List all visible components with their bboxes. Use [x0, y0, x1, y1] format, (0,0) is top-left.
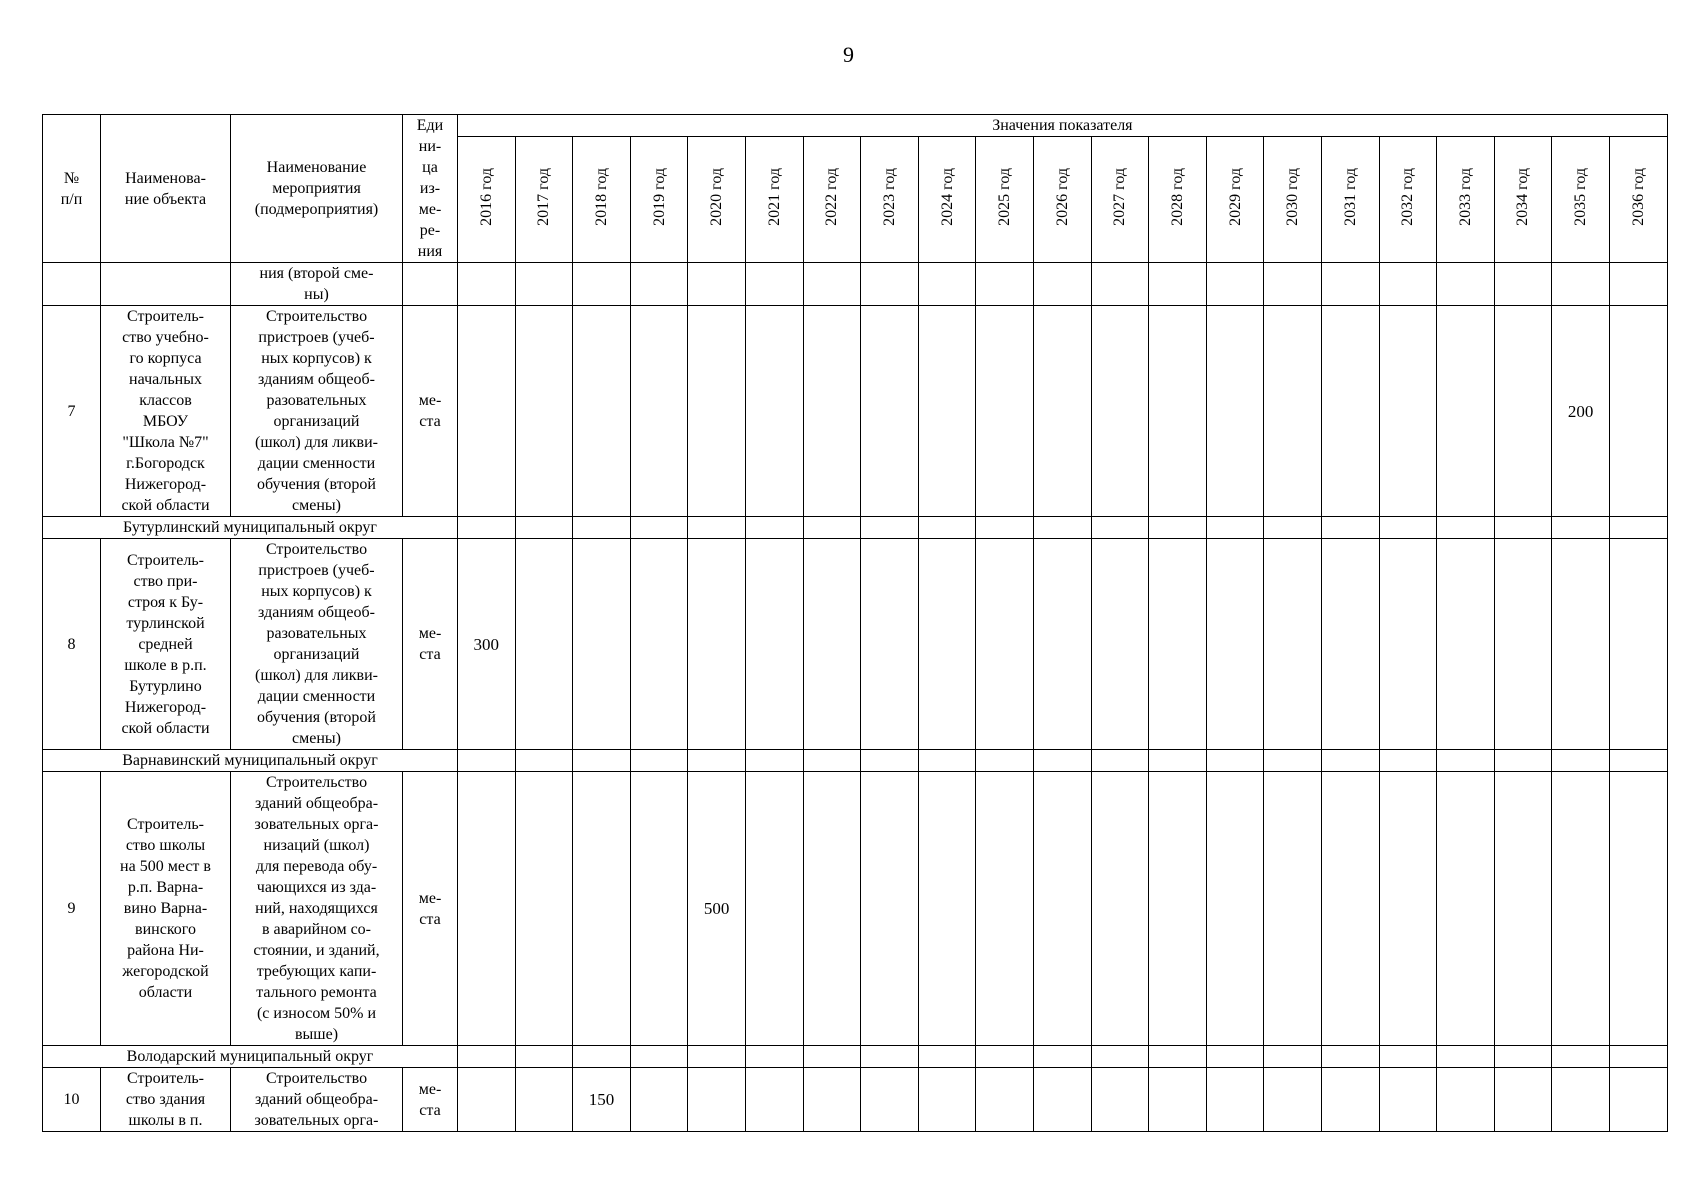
- header-year-7: 2023 год: [861, 137, 919, 263]
- header-values-title: Значения показателя: [458, 115, 1668, 137]
- row-number: 10: [43, 1068, 101, 1132]
- row-number: 9: [43, 772, 101, 1046]
- header-year-2: 2018 год: [573, 137, 631, 263]
- header-year-20: 2036 год: [1609, 137, 1667, 263]
- header-year-11: 2027 год: [1091, 137, 1149, 263]
- section-title: Варнавинский муниципальный округ: [43, 750, 458, 772]
- measure-cell: Строительство зданий общеобра- зовательных орга-: [231, 1068, 403, 1132]
- value-2020: 500: [688, 772, 746, 1046]
- header-year-18: 2034 год: [1494, 137, 1552, 263]
- object-cell: Строитель- ство учебно- го корпуса начальных классов МБОУ "Школа №7" г.Богородск Нижегород- ской области: [101, 306, 231, 517]
- header-year-8: 2024 год: [918, 137, 976, 263]
- section-row: [43, 517, 1668, 539]
- header-unit: Еди ни- ца из- ме- ре- ния: [403, 115, 458, 263]
- object-cell: Строитель- ство школы на 500 мест в р.п. Варна- вино Варна- винского района Ни- жегородской области: [101, 772, 231, 1046]
- header-year-15: 2031 год: [1321, 137, 1379, 263]
- object-cell: Строитель- ство при- строя к Бу- турлинской средней школе в р.п. Бутурлино Нижегород- ской области: [101, 539, 231, 750]
- measure-cell: Строительство пристроев (учеб- ных корпусов) к зданиям общеоб- разовательных организаций (школ) для ликви- дации сменности обучения (второй смены): [231, 539, 403, 750]
- table-row: [43, 263, 1668, 306]
- header-year-4: 2020 год: [688, 137, 746, 263]
- measure-cell: Строительство пристроев (учеб- ных корпусов) к зданиям общеоб- разовательных организаций (школ) для ликви- дации сменности обучения (второй смены): [231, 306, 403, 517]
- measure-cell: ния (второй сме- ны): [231, 263, 403, 306]
- header-year-3: 2019 год: [630, 137, 688, 263]
- header-year-13: 2029 год: [1206, 137, 1264, 263]
- header-year-9: 2025 год: [976, 137, 1034, 263]
- header-year-17: 2033 год: [1437, 137, 1495, 263]
- header-year-10: 2026 год: [1033, 137, 1091, 263]
- section-title: Володарский муниципальный округ: [43, 1046, 458, 1068]
- unit-cell: ме- ста: [403, 306, 458, 517]
- section-title: Бутурлинский муниципальный округ: [43, 517, 458, 539]
- row-number: 7: [43, 306, 101, 517]
- table-row: [43, 306, 1668, 517]
- table-row: [43, 539, 1668, 750]
- header-year-6: 2022 год: [803, 137, 861, 263]
- header-year-12: 2028 год: [1149, 137, 1207, 263]
- header-year-5: 2021 год: [745, 137, 803, 263]
- table-row: [43, 772, 1668, 1046]
- header-year-14: 2030 год: [1264, 137, 1322, 263]
- header-year-16: 2032 год: [1379, 137, 1437, 263]
- value-2016: 300: [458, 539, 516, 750]
- header-year-19: 2035 год: [1552, 137, 1610, 263]
- measure-cell: Строительство зданий общеобра- зовательных орга- низаций (школ) для перевода обу- чающихся из зда- ний, находящихся в аварийном со- стоянии, и зданий, требующих капи- тального ремонта (с износом 50% и выше): [231, 772, 403, 1046]
- indicator-table: [42, 114, 1668, 1132]
- value-2035: 200: [1552, 306, 1610, 517]
- unit-cell: ме- ста: [403, 772, 458, 1046]
- section-row: [43, 1046, 1668, 1068]
- unit-cell: ме- ста: [403, 1068, 458, 1132]
- section-row: [43, 750, 1668, 772]
- header-year-1: 2017 год: [515, 137, 573, 263]
- header-measure: Наименование мероприятия (подмероприятия): [231, 115, 403, 263]
- header-object: Наименова- ние объекта: [101, 115, 231, 263]
- page-number: 9: [843, 42, 854, 67]
- table-row: [43, 1068, 1668, 1132]
- row-number: 8: [43, 539, 101, 750]
- header-year-0: 2016 год: [458, 137, 516, 263]
- header-num: № п/п: [43, 115, 101, 263]
- value-2018: 150: [573, 1068, 631, 1132]
- unit-cell: ме- ста: [403, 539, 458, 750]
- object-cell: Строитель- ство здания школы в п.: [101, 1068, 231, 1132]
